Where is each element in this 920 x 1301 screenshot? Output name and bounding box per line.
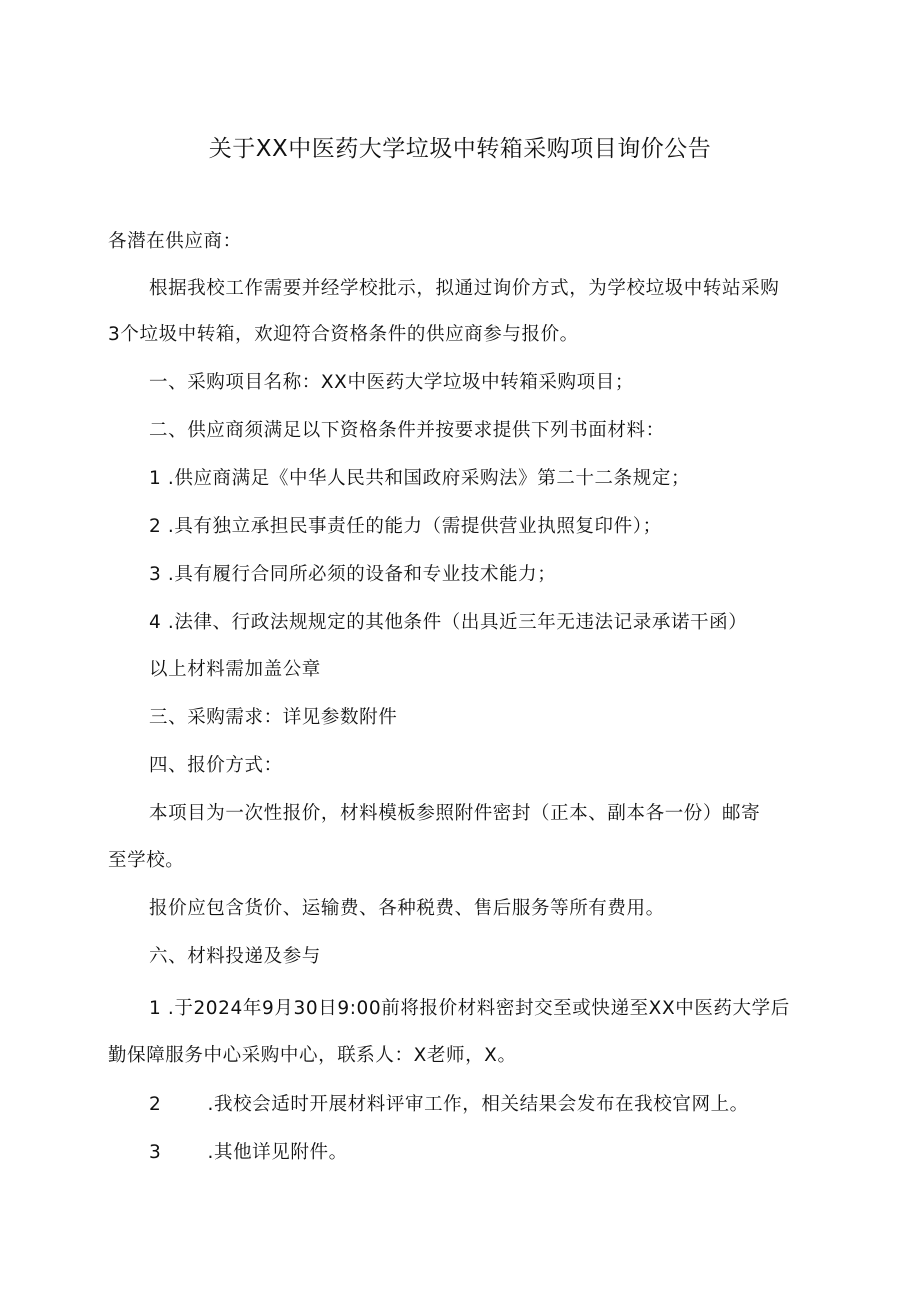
quote-line-2: 至学校。 (108, 850, 185, 871)
requirement-1-text: .供应商满足《中华人民共和国政府采购法》第二十二条规定； (167, 468, 691, 489)
step-3 (149, 1140, 348, 1166)
intro-line-2: 3个垃圾中转箱，欢迎符合资格条件的供应商参与报价。 (108, 324, 579, 345)
salutation: 各潜在供应商： (108, 231, 242, 252)
section-3-heading: 三、采购需求：详见参数附件 (149, 707, 398, 728)
step-1-text-line-1: .于2024年9月30日9:00前将报价材料密封交至或快递至XX中医药大学后 (167, 998, 790, 1019)
requirement-2 (149, 514, 662, 540)
step-2-number: 2 (149, 1094, 162, 1115)
document-title: 关于XX中医药大学垃圾中转箱采购项目询价公告 (208, 136, 712, 162)
step-1 (149, 996, 790, 1022)
requirement-4-text: .法律、行政法规规定的其他条件（出具近三年无违法记录承诺干函） (167, 612, 748, 633)
step-3-text: .其他详见附件。 (207, 1142, 348, 1163)
requirement-3 (149, 562, 556, 588)
quote-line-1: 本项目为一次性报价，材料模板参照附件密封（正本、副本各一份）邮寄 (149, 803, 761, 824)
step-3-number: 3 (149, 1142, 162, 1163)
intro-line-1: 根据我校工作需要并经学校批示，拟通过询价方式，为学校垃圾中转站采购 (149, 278, 780, 299)
quote-line-3: 报价应包含货价、运输费、各种税费、售后服务等所有费用。 (149, 898, 665, 919)
requirement-4-number: 4 (149, 612, 162, 633)
section-1-heading: 一、采购项目名称：XX中医药大学垃圾中转箱采购项目； (149, 372, 634, 393)
requirement-4 (149, 610, 747, 636)
step-2 (149, 1092, 749, 1118)
requirement-1-number: 1 (149, 468, 162, 489)
step-1-number: 1 (149, 998, 162, 1019)
section-6-heading: 六、材料投递及参与 (149, 946, 321, 967)
requirement-1 (149, 466, 690, 492)
section-4-heading: 四、报价方式： (149, 755, 283, 776)
stamp-note: 以上材料需加盖公章 (149, 659, 321, 680)
section-2-heading: 二、供应商须满足以下资格条件并按要求提供下列书面材料： (149, 420, 665, 441)
step-2-text: .我校会适时开展材料评审工作，相关结果会发布在我校官网上。 (207, 1094, 749, 1115)
requirement-2-text: .具有独立承担民事责任的能力（需提供营业执照复印件）； (167, 516, 662, 537)
step-1-text-line-2: 勤保障服务中心采购中心，联系人：X老师，X。 (108, 1045, 517, 1066)
requirement-3-text: .具有履行合同所必须的设备和专业技术能力； (167, 564, 557, 585)
requirement-2-number: 2 (149, 516, 162, 537)
requirement-3-number: 3 (149, 564, 162, 585)
